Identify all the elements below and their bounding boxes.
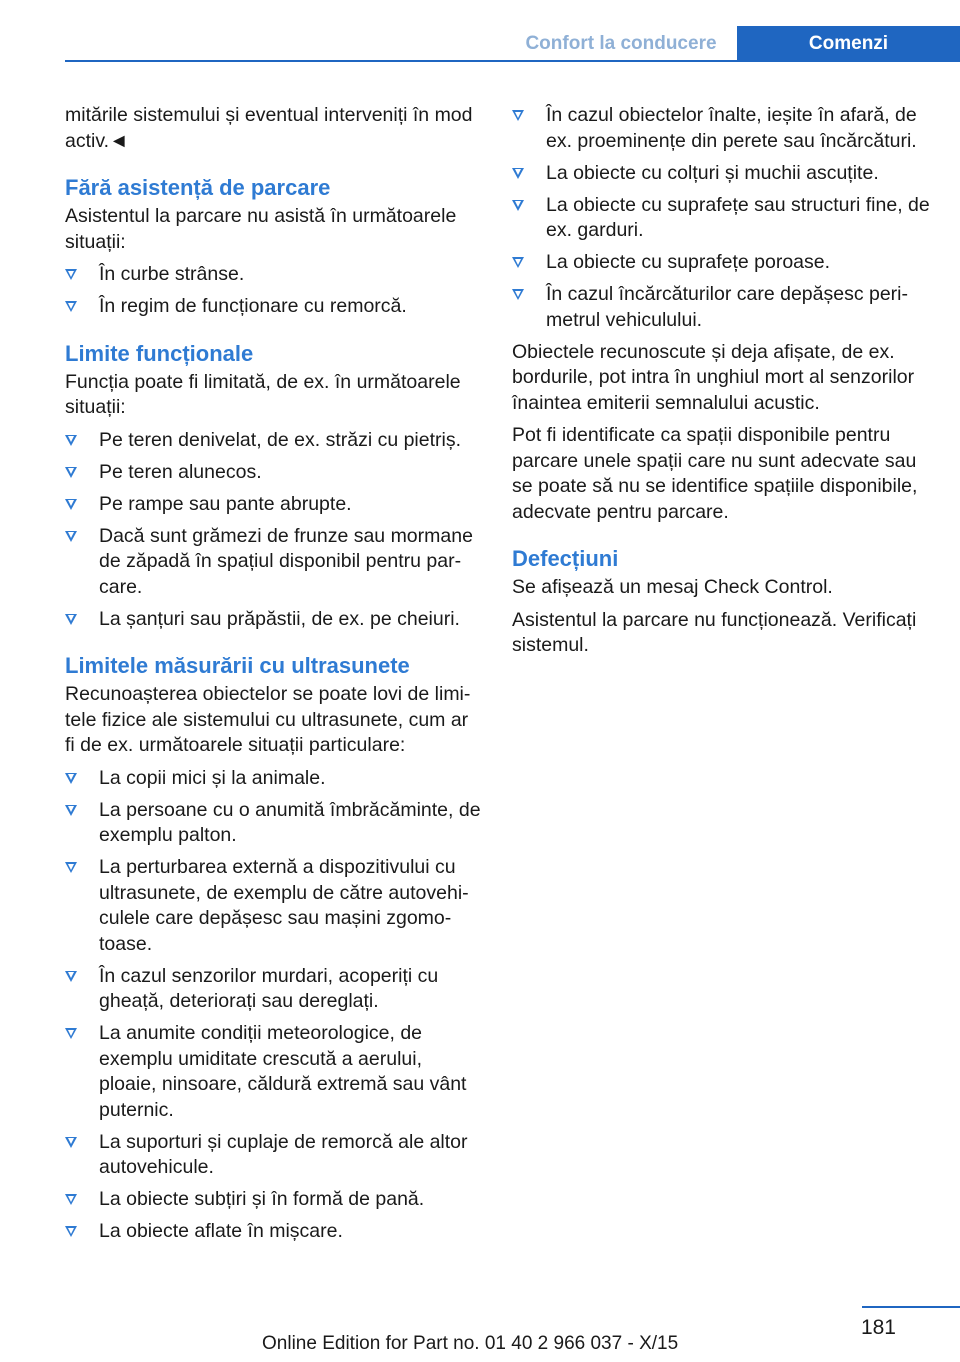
list-item: La obiecte cu colțuri și muchii ascuțite. [512, 161, 932, 187]
left-column [65, 103, 481, 1251]
triangle-bullet-icon [65, 1028, 77, 1039]
triangle-bullet-icon [65, 805, 77, 816]
triangle-bullet-icon [65, 1137, 77, 1148]
triangle-bullet-icon [65, 301, 77, 312]
triangle-bullet-icon [65, 614, 77, 625]
header-section-tab: Confort la conducere [525, 33, 717, 54]
intro-paragraph: mitările sistemului și eventual interveniți în mod activ.◄ [65, 104, 473, 152]
list-item: În cazul obiectelor înalte, ieșite în afară, de ex. proeminențe din perete sau încărcături. [512, 103, 932, 154]
paragraph-parking-spaces: Pot fi identificate ca spații disponibile pentru parcare unele spații care nu sunt adecvate sau se poate să nu se identifice spațiile disponibile, adecvate pentru parcare. [512, 424, 918, 523]
edition-footer: Online Edition for Part no. 01 40 2 966 037 - X/15 [262, 1333, 679, 1354]
triangle-bullet-icon [65, 435, 77, 446]
section-heading-limits: Limite funcționale [65, 340, 254, 366]
section-text-ultrasound: Recunoașterea obiectelor se poate lovi de limi‐tele fizice ale sistemului cu ultrasunete, cum ar fi de ex. următoarele situații particulare: [65, 683, 471, 756]
triangle-bullet-icon [65, 499, 77, 510]
bullet-list-limits [65, 428, 481, 633]
list-item: Dacă sunt grămezi de frunze sau mormane de zăpadă în spațiul disponibil pentru par‐care. [65, 524, 481, 601]
list-item: Pe teren denivelat, de ex. străzi cu pietriș. [65, 428, 481, 454]
paragraph-recognized-objects: Obiectele recunoscute și deja afișate, de ex. bordurile, pot intra în unghiul mort al senzorilor înaintea emiterii semnalului acustic. [512, 340, 915, 414]
section-heading-ultrasound: Limitele măsurării cu ultrasunete [65, 653, 410, 678]
list-item: La obiecte cu suprafețe poroase. [512, 250, 932, 276]
triangle-bullet-icon [65, 1194, 77, 1205]
list-item: La obiecte aflate în mișcare. [65, 1219, 481, 1245]
bullet-list-ultrasound [65, 766, 481, 1245]
section-heading-malfunctions: Defecțiuni [512, 546, 619, 571]
section-heading-no-assist: Fără asistență de parcare [65, 175, 331, 200]
list-item: La perturbarea externă a dispozitivului cu ultrasunete, de exemplu de către autovehi‐culele care depășesc sau mașini zgomo‐toase. [65, 855, 481, 957]
right-column [512, 103, 932, 666]
list-item: La obiecte subțiri și în formă de pană. [65, 1187, 481, 1213]
triangle-bullet-icon [65, 773, 77, 784]
triangle-bullet-icon [512, 110, 524, 121]
list-item: La anumite condiții meteorologice, de exemplu umiditate crescută a aerului, ploaie, ninsoare, căldură extremă sau vânt puternic. [65, 1021, 481, 1123]
list-item: La persoane cu o anumită îmbrăcăminte, de exemplu palton. [65, 798, 481, 849]
section-text-no-assist: Asistentul la parcare nu asistă în următoarele situații: [65, 205, 457, 253]
header-chapter-tab: Comenzi [737, 26, 960, 62]
list-item: La șanțuri sau prăpăstii, de ex. pe cheiuri. [65, 607, 481, 633]
triangle-bullet-icon [65, 862, 77, 873]
list-item: În cazul senzorilor murdari, acoperiți cu gheață, deteriorați sau dereglați. [65, 964, 481, 1015]
triangle-bullet-icon [512, 168, 524, 179]
bullet-list-no-assist [65, 262, 481, 320]
page-number: 181 [860, 1316, 896, 1339]
list-item: În regim de funcționare cu remorcă. [65, 294, 481, 320]
list-item: Pe rampe sau pante abrupte. [65, 492, 481, 518]
list-item: La copii mici și la animale. [65, 766, 481, 792]
triangle-bullet-icon [512, 289, 524, 300]
triangle-bullet-icon [65, 971, 77, 982]
triangle-bullet-icon [65, 531, 77, 542]
list-item: La suporturi și cuplaje de remorcă ale altor autovehicule. [65, 1130, 481, 1181]
list-item: La obiecte cu suprafețe sau structuri fine, de ex. garduri. [512, 193, 932, 244]
section-text-not-working: Asistentul la parcare nu funcționează. Verificați sistemul. [512, 608, 917, 656]
section-text-check-control: Se afișează un mesaj Check Control. [512, 576, 833, 598]
triangle-bullet-icon [512, 257, 524, 268]
triangle-bullet-icon [512, 200, 524, 211]
footer-divider [862, 1306, 960, 1308]
list-item: În cazul încărcăturilor care depășesc peri‐metrul vehiculului. [512, 282, 932, 333]
bullet-list-ultrasound-continued [512, 103, 932, 333]
list-item: În curbe strânse. [65, 262, 481, 288]
triangle-bullet-icon [65, 467, 77, 478]
triangle-bullet-icon [65, 1226, 77, 1237]
list-item: Pe teren alunecos. [65, 460, 481, 486]
triangle-bullet-icon [65, 269, 77, 280]
section-text-limits: Funcția poate fi limitată, de ex. în următoarele situații: [65, 370, 461, 418]
header-divider [65, 60, 960, 62]
